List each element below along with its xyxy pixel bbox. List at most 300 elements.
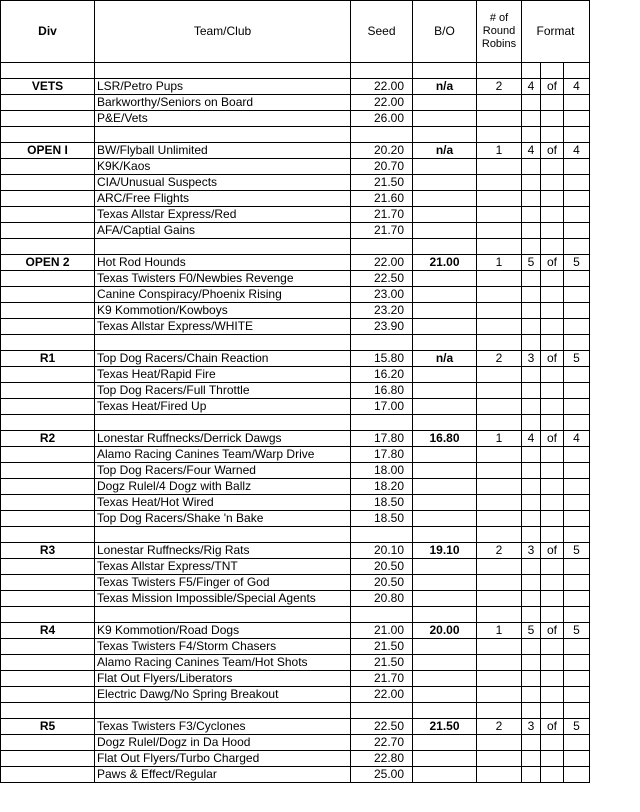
- empty-cell: [351, 415, 413, 431]
- empty-cell: [413, 335, 477, 351]
- breakout-cell: 20.00: [413, 623, 477, 639]
- format-b-cell: 4: [564, 431, 590, 447]
- breakout-cell: [413, 303, 477, 319]
- table-row: [1, 495, 590, 511]
- round-robins-cell: [477, 175, 522, 191]
- empty-cell: [522, 703, 541, 719]
- empty-cell: [1, 415, 95, 431]
- round-robins-cell: [477, 591, 522, 607]
- breakout-cell: [413, 511, 477, 527]
- seed-cell: 21.50: [351, 655, 413, 671]
- breakout-cell: [413, 687, 477, 703]
- round-robins-cell: [477, 511, 522, 527]
- round-robins-cell: [477, 671, 522, 687]
- format-of-cell: [541, 175, 564, 191]
- seed-cell: 21.60: [351, 191, 413, 207]
- format-a-cell: [522, 207, 541, 223]
- team-name-cell: Texas Allstar Express/WHITE: [95, 319, 351, 335]
- empty-cell: [95, 703, 351, 719]
- seed-cell: 26.00: [351, 111, 413, 127]
- seed-cell: 22.50: [351, 719, 413, 735]
- empty-cell: [477, 527, 522, 543]
- format-a-cell: [522, 639, 541, 655]
- division-cell: [1, 303, 95, 319]
- table-row: [1, 223, 590, 239]
- division-cell: [1, 207, 95, 223]
- format-a-cell: [522, 495, 541, 511]
- team-name-cell: Flat Out Flyers/Turbo Charged: [95, 751, 351, 767]
- empty-cell: [351, 607, 413, 623]
- breakout-cell: [413, 479, 477, 495]
- division-cell: [1, 639, 95, 655]
- seed-cell: 15.80: [351, 351, 413, 367]
- format-b-cell: [564, 575, 590, 591]
- format-b-cell: [564, 735, 590, 751]
- table-row: [1, 255, 590, 271]
- empty-cell: [413, 63, 477, 79]
- header-seed: Seed: [351, 1, 413, 63]
- table-row: [1, 479, 590, 495]
- empty-cell: [522, 239, 541, 255]
- empty-cell: [541, 127, 564, 143]
- format-of-cell: [541, 655, 564, 671]
- round-robins-cell: [477, 575, 522, 591]
- team-name-cell: Dogz Rulel/Dogz in Da Hood: [95, 735, 351, 751]
- empty-cell: [522, 607, 541, 623]
- empty-cell: [95, 63, 351, 79]
- team-name-cell: Lonestar Ruffnecks/Derrick Dawgs: [95, 431, 351, 447]
- breakout-cell: 16.80: [413, 431, 477, 447]
- seed-cell: 21.00: [351, 623, 413, 639]
- format-b-cell: [564, 767, 590, 783]
- format-b-cell: 5: [564, 255, 590, 271]
- seed-cell: 18.50: [351, 511, 413, 527]
- format-b-cell: [564, 271, 590, 287]
- format-of-cell: [541, 95, 564, 111]
- division-cell: [1, 735, 95, 751]
- format-b-cell: [564, 591, 590, 607]
- format-b-cell: [564, 399, 590, 415]
- table-row: [1, 271, 590, 287]
- table-row: [1, 735, 590, 751]
- format-of-cell: of: [541, 431, 564, 447]
- round-robins-cell: [477, 207, 522, 223]
- empty-cell: [95, 415, 351, 431]
- format-b-cell: [564, 223, 590, 239]
- format-a-cell: 4: [522, 431, 541, 447]
- empty-cell: [541, 703, 564, 719]
- team-name-cell: ARC/Free Flights: [95, 191, 351, 207]
- format-a-cell: [522, 111, 541, 127]
- table-row: [1, 623, 590, 639]
- format-of-cell: of: [541, 143, 564, 159]
- seed-cell: 25.00: [351, 767, 413, 783]
- format-of-cell: [541, 383, 564, 399]
- format-of-cell: [541, 751, 564, 767]
- format-a-cell: 4: [522, 79, 541, 95]
- format-of-cell: [541, 495, 564, 511]
- empty-cell: [541, 63, 564, 79]
- empty-cell: [1, 335, 95, 351]
- seed-cell: 17.00: [351, 399, 413, 415]
- table-row: [1, 687, 590, 703]
- team-name-cell: Hot Rod Hounds: [95, 255, 351, 271]
- empty-cell: [1, 703, 95, 719]
- format-a-cell: [522, 751, 541, 767]
- format-b-cell: [564, 671, 590, 687]
- division-cell: [1, 479, 95, 495]
- table-row: [1, 399, 590, 415]
- empty-cell: [541, 527, 564, 543]
- breakout-cell: [413, 495, 477, 511]
- breakout-cell: [413, 655, 477, 671]
- table-row: [1, 543, 590, 559]
- empty-cell: [95, 527, 351, 543]
- round-robins-cell: [477, 463, 522, 479]
- seed-cell: 23.20: [351, 303, 413, 319]
- format-of-cell: [541, 687, 564, 703]
- format-of-cell: [541, 463, 564, 479]
- format-a-cell: [522, 511, 541, 527]
- division-cell: OPEN I: [1, 143, 95, 159]
- team-name-cell: CIA/Unusual Suspects: [95, 175, 351, 191]
- format-of-cell: [541, 111, 564, 127]
- header-rr-line3: Robins: [481, 38, 517, 50]
- spacer-row: [1, 703, 590, 719]
- division-cell: [1, 399, 95, 415]
- team-name-cell: Top Dog Racers/Four Warned: [95, 463, 351, 479]
- table-row: [1, 431, 590, 447]
- seed-cell: 21.70: [351, 207, 413, 223]
- round-robins-cell: 2: [477, 543, 522, 559]
- team-name-cell: Top Dog Racers/Chain Reaction: [95, 351, 351, 367]
- table-row: [1, 767, 590, 783]
- team-name-cell: K9 Kommotion/Kowboys: [95, 303, 351, 319]
- format-a-cell: [522, 367, 541, 383]
- table-row: [1, 207, 590, 223]
- header-bo: B/O: [413, 1, 477, 63]
- empty-cell: [564, 607, 590, 623]
- team-name-cell: Paws & Effect/Regular: [95, 767, 351, 783]
- format-b-cell: [564, 287, 590, 303]
- table-row: [1, 111, 590, 127]
- empty-cell: [564, 527, 590, 543]
- format-of-cell: [541, 447, 564, 463]
- round-robins-cell: [477, 399, 522, 415]
- header-format: Format: [522, 1, 590, 63]
- format-a-cell: [522, 319, 541, 335]
- spacer-row: [1, 239, 590, 255]
- round-robins-cell: [477, 223, 522, 239]
- table-row: [1, 287, 590, 303]
- empty-cell: [541, 239, 564, 255]
- team-name-cell: Texas Heat/Rapid Fire: [95, 367, 351, 383]
- format-of-cell: [541, 303, 564, 319]
- team-name-cell: Texas Twisters F0/Newbies Revenge: [95, 271, 351, 287]
- round-robins-cell: [477, 95, 522, 111]
- team-name-cell: Electric Dawg/No Spring Breakout: [95, 687, 351, 703]
- format-b-cell: [564, 191, 590, 207]
- division-cell: [1, 159, 95, 175]
- table-row: [1, 655, 590, 671]
- team-name-cell: Texas Heat/Hot Wired: [95, 495, 351, 511]
- breakout-cell: n/a: [413, 351, 477, 367]
- format-of-cell: [541, 223, 564, 239]
- round-robins-cell: [477, 367, 522, 383]
- table-row: [1, 191, 590, 207]
- round-robins-cell: 1: [477, 255, 522, 271]
- round-robins-cell: 1: [477, 431, 522, 447]
- seed-cell: 21.70: [351, 671, 413, 687]
- division-cell: [1, 671, 95, 687]
- table-row: [1, 511, 590, 527]
- seed-cell: 20.70: [351, 159, 413, 175]
- format-of-cell: [541, 591, 564, 607]
- breakout-cell: [413, 559, 477, 575]
- seed-cell: 22.00: [351, 687, 413, 703]
- division-cell: R1: [1, 351, 95, 367]
- team-name-cell: Texas Heat/Fired Up: [95, 399, 351, 415]
- format-a-cell: 5: [522, 255, 541, 271]
- format-a-cell: 4: [522, 143, 541, 159]
- format-a-cell: [522, 735, 541, 751]
- format-b-cell: 5: [564, 543, 590, 559]
- empty-cell: [522, 335, 541, 351]
- format-a-cell: [522, 671, 541, 687]
- team-name-cell: Alamo Racing Canines Team/Hot Shots: [95, 655, 351, 671]
- format-of-cell: [541, 287, 564, 303]
- header-rr-line1: # of: [489, 12, 509, 24]
- division-cell: [1, 223, 95, 239]
- format-b-cell: 4: [564, 143, 590, 159]
- format-a-cell: [522, 287, 541, 303]
- table-row: [1, 175, 590, 191]
- team-name-cell: Texas Mission Impossible/Special Agents: [95, 591, 351, 607]
- team-name-cell: K9K/Kaos: [95, 159, 351, 175]
- round-robins-cell: [477, 159, 522, 175]
- seed-cell: 17.80: [351, 431, 413, 447]
- format-b-cell: [564, 495, 590, 511]
- empty-cell: [522, 127, 541, 143]
- format-b-cell: [564, 639, 590, 655]
- format-a-cell: [522, 767, 541, 783]
- empty-cell: [413, 239, 477, 255]
- format-of-cell: [541, 735, 564, 751]
- division-cell: [1, 191, 95, 207]
- empty-cell: [413, 703, 477, 719]
- format-of-cell: [541, 511, 564, 527]
- division-cell: [1, 383, 95, 399]
- round-robins-cell: [477, 495, 522, 511]
- format-of-cell: [541, 271, 564, 287]
- division-cell: [1, 175, 95, 191]
- empty-cell: [477, 335, 522, 351]
- table-row: [1, 383, 590, 399]
- team-name-cell: K9 Kommotion/Road Dogs: [95, 623, 351, 639]
- division-cell: [1, 655, 95, 671]
- format-a-cell: [522, 399, 541, 415]
- breakout-cell: [413, 591, 477, 607]
- format-of-cell: [541, 767, 564, 783]
- team-name-cell: Texas Allstar Express/Red: [95, 207, 351, 223]
- division-cell: [1, 447, 95, 463]
- seed-cell: 20.80: [351, 591, 413, 607]
- round-robins-cell: [477, 559, 522, 575]
- round-robins-cell: [477, 655, 522, 671]
- table-row: [1, 463, 590, 479]
- seed-cell: 17.80: [351, 447, 413, 463]
- division-cell: R4: [1, 623, 95, 639]
- empty-cell: [541, 607, 564, 623]
- empty-cell: [541, 335, 564, 351]
- division-cell: [1, 319, 95, 335]
- breakout-cell: [413, 95, 477, 111]
- division-cell: R3: [1, 543, 95, 559]
- breakout-cell: [413, 447, 477, 463]
- team-name-cell: P&E/Vets: [95, 111, 351, 127]
- empty-cell: [95, 335, 351, 351]
- format-b-cell: [564, 511, 590, 527]
- division-cell: R2: [1, 431, 95, 447]
- round-robins-cell: 2: [477, 719, 522, 735]
- format-b-cell: [564, 479, 590, 495]
- format-b-cell: 4: [564, 79, 590, 95]
- empty-cell: [564, 63, 590, 79]
- division-cell: R5: [1, 719, 95, 735]
- format-of-cell: [541, 207, 564, 223]
- breakout-cell: [413, 159, 477, 175]
- division-cell: [1, 767, 95, 783]
- breakout-cell: 21.00: [413, 255, 477, 271]
- table-row: [1, 79, 590, 95]
- division-cell: [1, 367, 95, 383]
- spacer-row: [1, 127, 590, 143]
- empty-cell: [477, 415, 522, 431]
- empty-cell: [95, 607, 351, 623]
- seed-cell: 18.20: [351, 479, 413, 495]
- breakout-cell: [413, 639, 477, 655]
- format-a-cell: [522, 559, 541, 575]
- empty-cell: [564, 239, 590, 255]
- seed-cell: 21.50: [351, 639, 413, 655]
- format-b-cell: [564, 367, 590, 383]
- round-robins-cell: [477, 751, 522, 767]
- team-name-cell: Canine Conspiracy/Phoenix Rising: [95, 287, 351, 303]
- format-b-cell: [564, 383, 590, 399]
- empty-cell: [477, 127, 522, 143]
- empty-cell: [1, 63, 95, 79]
- table-row: [1, 159, 590, 175]
- table-row: [1, 719, 590, 735]
- seed-cell: 22.00: [351, 79, 413, 95]
- breakout-cell: [413, 111, 477, 127]
- table-row: [1, 575, 590, 591]
- round-robins-cell: 1: [477, 143, 522, 159]
- division-cell: [1, 95, 95, 111]
- table-row: [1, 591, 590, 607]
- spacer-row: [1, 607, 590, 623]
- round-robins-cell: [477, 287, 522, 303]
- division-cell: [1, 271, 95, 287]
- breakout-cell: [413, 367, 477, 383]
- round-robins-cell: [477, 303, 522, 319]
- format-of-cell: [541, 559, 564, 575]
- empty-cell: [1, 127, 95, 143]
- breakout-cell: [413, 383, 477, 399]
- format-b-cell: [564, 111, 590, 127]
- round-robins-cell: [477, 735, 522, 751]
- empty-cell: [522, 63, 541, 79]
- round-robins-cell: [477, 479, 522, 495]
- empty-cell: [1, 239, 95, 255]
- breakout-cell: [413, 223, 477, 239]
- empty-cell: [564, 127, 590, 143]
- format-a-cell: [522, 479, 541, 495]
- empty-cell: [564, 703, 590, 719]
- empty-cell: [413, 607, 477, 623]
- empty-cell: [477, 703, 522, 719]
- breakout-cell: [413, 319, 477, 335]
- seed-cell: 16.20: [351, 367, 413, 383]
- format-a-cell: [522, 159, 541, 175]
- breakout-cell: [413, 271, 477, 287]
- spacer-row: [1, 527, 590, 543]
- format-b-cell: [564, 447, 590, 463]
- breakout-cell: [413, 751, 477, 767]
- breakout-cell: [413, 671, 477, 687]
- breakout-cell: [413, 191, 477, 207]
- table-row: [1, 95, 590, 111]
- division-cell: [1, 511, 95, 527]
- spacer-row: [1, 335, 590, 351]
- empty-cell: [477, 607, 522, 623]
- seed-cell: 21.50: [351, 175, 413, 191]
- empty-cell: [351, 335, 413, 351]
- team-name-cell: BW/Flyball Unlimited: [95, 143, 351, 159]
- breakout-cell: [413, 735, 477, 751]
- round-robins-cell: 2: [477, 79, 522, 95]
- spacer-row: [1, 415, 590, 431]
- format-of-cell: [541, 479, 564, 495]
- format-a-cell: [522, 687, 541, 703]
- round-robins-cell: [477, 687, 522, 703]
- format-b-cell: [564, 687, 590, 703]
- empty-cell: [95, 127, 351, 143]
- empty-cell: [564, 335, 590, 351]
- seed-cell: 20.50: [351, 575, 413, 591]
- team-name-cell: Texas Twisters F3/Cyclones: [95, 719, 351, 735]
- team-name-cell: Texas Twisters F4/Storm Chasers: [95, 639, 351, 655]
- seed-cell: 22.70: [351, 735, 413, 751]
- breakout-cell: [413, 207, 477, 223]
- format-of-cell: [541, 159, 564, 175]
- format-b-cell: [564, 655, 590, 671]
- empty-cell: [351, 527, 413, 543]
- format-b-cell: [564, 175, 590, 191]
- empty-cell: [522, 527, 541, 543]
- division-cell: [1, 463, 95, 479]
- format-of-cell: [541, 671, 564, 687]
- division-cell: [1, 559, 95, 575]
- round-robins-cell: [477, 383, 522, 399]
- format-a-cell: 3: [522, 543, 541, 559]
- empty-cell: [413, 415, 477, 431]
- empty-cell: [351, 703, 413, 719]
- format-a-cell: [522, 575, 541, 591]
- table-row: [1, 303, 590, 319]
- format-a-cell: [522, 271, 541, 287]
- seed-cell: 20.20: [351, 143, 413, 159]
